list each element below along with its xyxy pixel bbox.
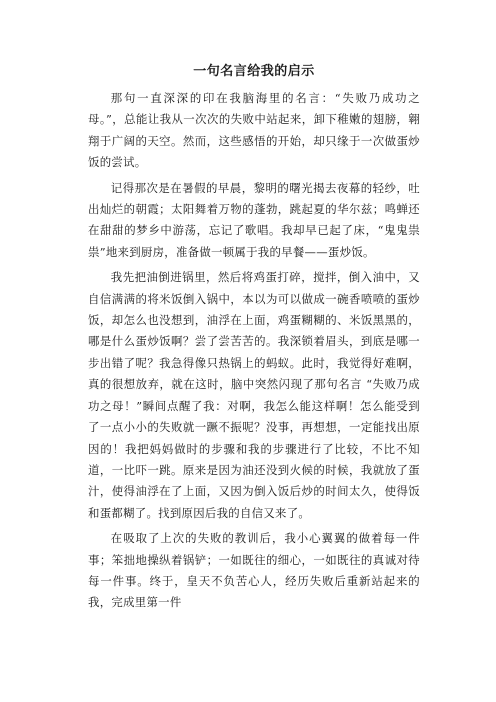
paragraph-2: 记得那次是在暑假的早晨，黎明的曙光揭去夜幕的轻纱，吐出灿烂的朝霞；太阳舞着万物的蓬勃，跳起夏的华尔兹；鸣蝉还在甜甜的梦乡中游荡，忘记了歌唱。我却早已起了床，“鬼鬼祟祟”地来到厨房，准备做一顿属于我的早餐——蛋炒饭。 (88, 180, 420, 259)
paragraph-1: 那句一直深深的印在我脑海里的名言：“失败乃成功之母。”，总能让我从一次次的失败中站起来，卸下稚嫩的翅膀，翱翔于广阔的天空。然而，这些感悟的开始，却只缘于一次做蛋炒饭的尝试。 (88, 91, 420, 170)
document-title: 一句名言给我的启示 (193, 64, 315, 79)
document-page (88, 62, 420, 618)
paragraph-3: 我先把油倒进锅里，然后将鸡蛋打碎，搅拌，倒入油中，又自信满满的将米饭倒入锅中，本以为可以做成一碗香喷喷的蛋炒饭，却怎么也没想到，油浮在上面，鸡蛋糊糊的、米饭黑黑的，哪是什么蛋炒饭啊？尝了尝苦苦的。我深锁着眉头，到底是哪一步出错了呢？我急得像只热锅上的蚂蚁。此时，我觉得好难啊，真的很想放弃，就在这时，脑中突然闪现了那句名言 “失败乃成功之母！”瞬间点醒了我：对啊，我怎么能这样啊！怎么能受到了一点小小的失败就一蹶不振呢？没事，再想想，一定能找出原因的！我把妈妈做时的步骤和我的步骤进行了比较，不比不知道，一比吓一跳。原来是因为油还没到火候的时候，我就放了蛋汁，使得油浮在了上面，又因为倒入饭后炒的时间太久，使得饭和蛋都糊了。找到原因后我的自信又来了。 (88, 270, 420, 520)
paragraph-4: 在吸取了上次的失败的教训后，我小心翼翼的做着每一件事；笨拙地操纵着锅铲；一如既往的细心，一如既往的真诚对待每一件事。终于，皇天不负苦心人，经历失败后重新站起来的我，完成里第一件 (88, 531, 420, 610)
